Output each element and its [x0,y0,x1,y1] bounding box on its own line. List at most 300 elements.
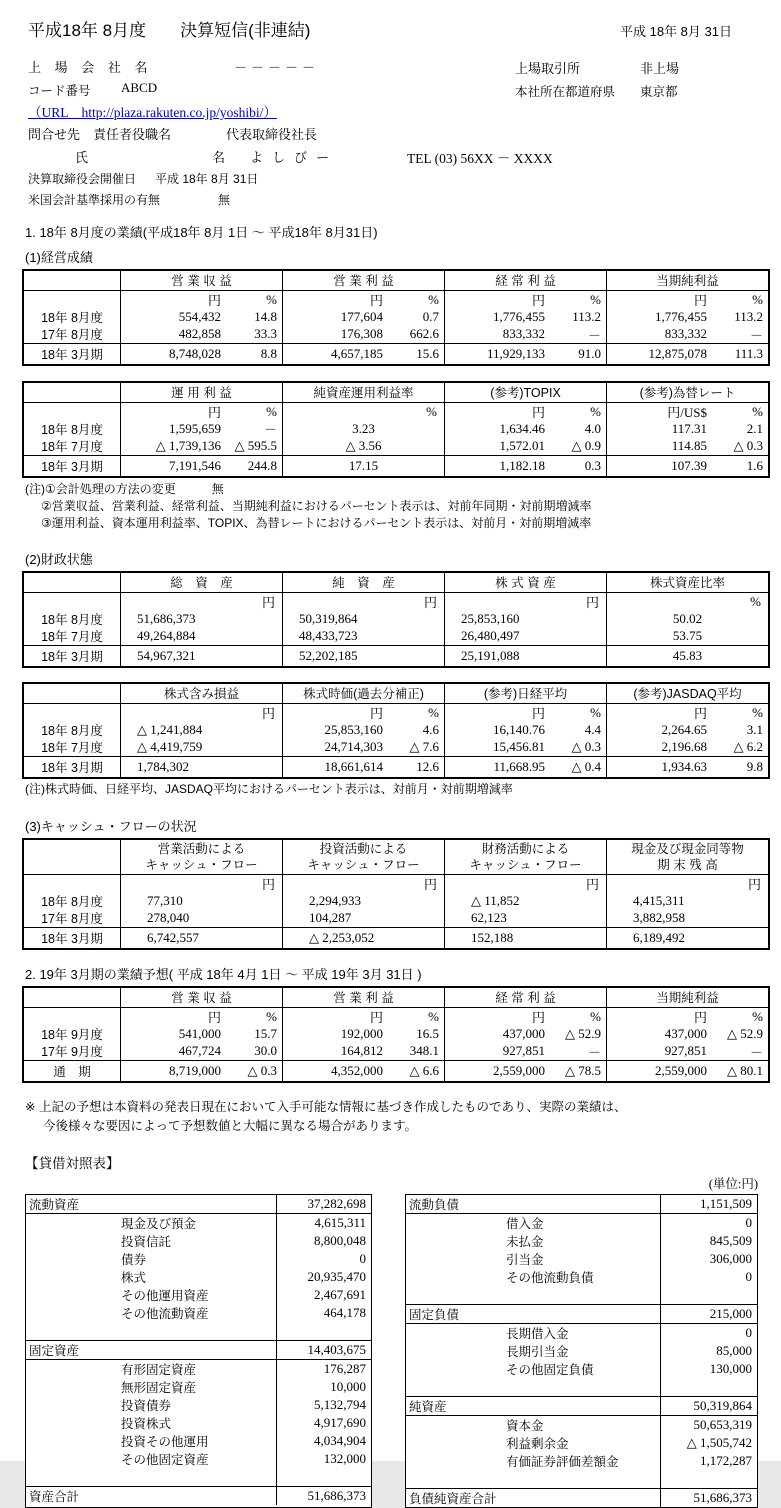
bs-row [406,1342,757,1360]
cell-value: 2,559,000 [655,1063,707,1078]
cell-value: 4,415,311 [633,892,685,908]
column-header [444,684,606,703]
bs-value [660,1470,757,1488]
cell-value: 833,332 [664,326,707,342]
table-row [24,739,768,757]
report-date: 平成 18年 8月 31日 [620,24,732,39]
cell-percent: 113.2 [734,308,763,324]
bs-row [26,1195,371,1214]
unit-cell [606,875,768,892]
corner-cell [24,704,120,721]
unit-cell [120,593,282,610]
cell-value: 152,188 [471,930,514,945]
cell-value: 6,189,492 [633,930,685,945]
table-cell [282,1043,444,1061]
cell-percent: △ 6.6 [409,1063,439,1078]
table-cell [282,438,444,456]
table-cell [444,610,606,628]
column-header [282,271,444,290]
balance-sheet-assets [25,1194,372,1508]
corner-cell [24,593,120,610]
table-cell [120,739,282,757]
unit-cell [120,291,282,308]
row-label: 18年 8月度 [41,310,103,325]
column-header-text: 純資産運用利益率 [313,385,414,400]
cell-percent: △ 78.5 [565,1063,601,1078]
cell-value: 192,000 [340,1025,383,1041]
column-header-text: 期 末 残 高 [657,858,718,872]
unit-cell [444,1008,606,1025]
column-header-text: 株 式 資 産 [495,575,556,590]
table-row [24,420,768,438]
table-header-row [24,383,768,403]
column-header [606,573,768,592]
corner-cell [24,840,120,874]
unit-percent: % [426,403,437,419]
cell-value: 114.85 [671,438,707,454]
table-cell [444,757,606,777]
bs-row [26,1250,371,1268]
table-cell [444,438,606,456]
bs-label: 固定負債 [409,1308,460,1322]
unit-yen: 円 [207,405,221,420]
cell-value: 927,851 [664,1043,707,1059]
table-cell [606,628,768,646]
unit-cell [444,403,606,420]
unit-yen: 円 [693,1010,707,1025]
bs-row [406,1324,757,1342]
column-header-text: 株式含み損益 [163,686,239,701]
cell-value: 3,882,958 [633,910,685,926]
table-cell [606,1043,768,1061]
cell-value: 7,191,546 [169,458,221,473]
cell-percent: 244.8 [247,458,277,473]
table-cell [606,910,768,928]
column-header-text: 経 常 利 益 [495,990,556,1005]
cell-value: 437,000 [664,1025,707,1041]
note-line: (注)株式時価、日経平均、JASDAQ平均におけるパーセント表示は、対前月・対前期増減率 [25,782,513,796]
cell-percent: △ 80.1 [727,1063,763,1078]
unit-cell [444,593,606,610]
cell-value: 62,123 [471,910,507,926]
cell-percent: 14.8 [254,308,277,324]
cell-value: 1,776,455 [655,308,707,324]
table-cell [282,420,444,438]
bs-value: 306,000 [660,1250,757,1268]
bs-label: 投資その他運用 [121,1435,209,1449]
bs-value: 0 [660,1324,757,1342]
column-header [120,271,282,290]
code-number-value: ABCD [121,80,158,95]
cell-percent: 4.4 [584,721,601,737]
cell-value: 49,264,884 [137,628,196,644]
cell-percent: 0.3 [584,458,601,473]
table-cell [606,344,768,364]
cell-percent: － [263,422,277,438]
row-label: 18年 3月期 [41,932,103,946]
cell-value: 4,352,000 [331,1063,383,1078]
unit-percent: % [428,704,439,720]
unit-percent: % [752,1008,763,1024]
table-cell [282,456,444,476]
column-header-text: 現金及び現金同等物 [631,842,744,856]
bs-value: 2,467,691 [276,1286,371,1304]
corner-cell [24,988,120,1007]
table-forecast [22,986,770,1083]
cell-value: 45.83 [672,648,703,663]
table-cell [444,326,606,344]
row-label: 18年 8月度 [41,723,103,738]
table-cell [444,1025,606,1043]
table-cell [444,646,606,666]
unit-cell [606,704,768,721]
cell-value: 1,634.46 [499,420,545,436]
bs-value: 464,178 [276,1304,371,1322]
table-unit-row [24,1008,768,1025]
unit-yen: 円 [747,877,761,892]
balance-sheet [25,1194,781,1508]
cell-value: 12,875,078 [648,346,707,361]
table-cell [606,610,768,628]
cell-value: 2,294,933 [309,892,361,908]
table-unit-row [24,704,768,721]
bs-label: 流動負債 [409,1198,460,1212]
column-header [120,383,282,402]
unit-yen: 円 [261,877,275,892]
cell-value: 50.02 [672,610,703,626]
cell-value: 52,202,185 [299,648,358,663]
table-unit-row [24,403,768,420]
column-header [282,988,444,1007]
bs-label: 無形固定資産 [121,1381,197,1395]
bs-value: 0 [276,1250,371,1268]
bs-label: 有価証券評価差額金 [506,1455,619,1469]
contact-role-label: 責任者役職名 [93,127,172,142]
contact-role-value: 代表取締役社長 [226,127,318,142]
bs-value: 5,132,794 [276,1396,371,1414]
board-meeting-label: 決算取締役会開催日 [28,172,137,186]
cell-percent: 3.1 [746,721,763,737]
table-cell [120,420,282,438]
table-row [24,438,768,456]
column-header-text: (参考)日経平均 [483,686,568,701]
bs-label: その他固定負債 [506,1363,594,1377]
bs-value [660,1378,757,1396]
cell-percent: － [749,1044,763,1060]
bs-row [406,1396,757,1416]
bs-row [26,1486,371,1505]
cell-value: 6,742,557 [147,930,199,945]
column-header-text: キャッシュ・フロー [307,858,420,872]
table-row [24,910,768,928]
cell-value: 18,661,614 [324,759,383,774]
company-url-link[interactable]: （URL http://plaza.rakuten.co.jp/yoshibi/） [28,105,277,120]
row-label: 18年 8月度 [41,422,103,437]
column-header-text: 営 業 利 益 [333,990,394,1005]
row-label: 17年 8月度 [41,912,103,927]
table-stock-valuation [22,682,770,779]
bs-value: 4,615,311 [276,1214,371,1232]
unit-yen: 円 [207,1010,221,1025]
bs-row [406,1304,757,1324]
subsection-cash-flow: (3)キャッシュ・フローの状況 [25,819,197,834]
column-header [606,271,768,290]
bs-row [406,1286,757,1304]
unit-yen: 円 [423,877,437,892]
table-unit-row [24,291,768,308]
bs-label: その他固定資産 [121,1453,209,1467]
table-row [24,326,768,344]
unit-yen: 円 [693,706,707,721]
table-cell [444,721,606,739]
unit-percent: % [590,403,601,419]
cell-percent: △ 0.3 [571,739,601,755]
column-header [606,988,768,1007]
corner-cell [24,1008,120,1025]
cell-value: 3.23 [352,420,375,436]
table-cell [444,739,606,757]
cell-value: 11,929,133 [486,346,545,361]
table-cell [120,610,282,628]
usgaap-label: 米国会計基準採用の有無 [28,193,161,207]
cell-percent: △ 0.3 [247,1063,277,1078]
bs-label: 負債純資産合計 [409,1492,497,1506]
bs-value: △ 1,505,742 [660,1434,757,1452]
bs-row [26,1322,371,1340]
cell-percent: △ 0.3 [733,438,763,454]
row-label: 18年 8月度 [41,612,103,627]
column-header-text: キャッシュ・フロー [469,858,582,872]
table-cell [120,1025,282,1043]
corner-cell [24,403,120,420]
table-cell [282,757,444,777]
unit-yen: 円 [261,706,275,721]
cell-percent: △ 7.6 [409,739,439,755]
table-cell [444,456,606,476]
corner-cell [24,684,120,703]
table-header-row [24,988,768,1008]
cell-value: 1,572.01 [499,438,545,454]
cell-percent: △ 0.9 [571,438,601,454]
column-header [282,383,444,402]
table-cell [282,1061,444,1081]
unit-cell [120,403,282,420]
corner-cell [24,271,120,290]
column-header-text: 営 業 収 益 [171,990,232,1005]
column-header [282,840,444,874]
table-cell [282,910,444,928]
bs-row [406,1416,757,1434]
table-cell [120,910,282,928]
note-line: (注)①会計処理の方法の変更 無 [25,482,224,496]
bs-label: 長期借入金 [506,1327,569,1341]
unit-cell [444,291,606,308]
bs-value: 132,000 [276,1450,371,1468]
bs-row [406,1214,757,1232]
column-header-text: 当期純利益 [656,990,719,1005]
unit-cell [120,704,282,721]
cell-value: 2,559,000 [493,1063,545,1078]
cell-value: 16,140.76 [493,721,545,737]
bs-value: 8,800,048 [276,1232,371,1250]
bs-value: 215,000 [660,1305,757,1323]
cell-percent: △ 6.2 [733,739,763,755]
cell-value: 51,686,373 [137,610,196,626]
cell-percent: △ 595.5 [234,438,277,454]
forecast-disclaimer [0,1098,781,1136]
unit-cell [444,875,606,892]
listed-company-value: －－－－－ [234,60,320,75]
unit-percent: % [428,291,439,307]
table-cell [606,1061,768,1081]
unit-percent: % [750,593,761,609]
bs-row [26,1396,371,1414]
table-header-row [24,840,768,875]
cell-value: 4,657,185 [331,346,383,361]
cell-percent: 0.7 [422,308,439,324]
column-header-text: (参考)為替レート [639,385,736,400]
column-header-text: (参考)JASDAQ平均 [633,686,742,701]
cell-value: 25,853,160 [461,610,520,626]
bs-value: 0 [660,1268,757,1286]
cell-value: 11,668.95 [493,759,545,774]
bs-row [26,1378,371,1396]
row-label: 18年 9月度 [41,1027,103,1042]
cell-percent: 4.0 [584,420,601,436]
corner-cell [24,875,120,892]
bs-label: 借入金 [506,1217,544,1231]
cell-percent: 4.6 [422,721,439,737]
table-cell [282,721,444,739]
usgaap-value: 無 [218,193,231,207]
column-header [120,988,282,1007]
column-header [120,684,282,703]
bs-value: 14,403,675 [276,1341,371,1359]
column-header [444,573,606,592]
bs-label: 投資債券 [121,1399,172,1413]
table-financial-position [22,571,770,668]
cell-percent: 9.8 [746,759,763,774]
unit-percent: % [266,1008,277,1024]
code-number-label: コード番号 [28,84,91,98]
table-cell [120,326,282,344]
unit-percent: % [752,403,763,419]
table-cell [444,910,606,928]
column-header-text: キャッシュ・フロー [145,858,258,872]
unit-cell [282,704,444,721]
balance-sheet-title: 【貸借対照表】 [25,1156,120,1171]
unit-cell [282,1008,444,1025]
unit-yen: 円/US$ [667,405,707,420]
cell-value: 15,456.81 [493,739,545,755]
cell-value: 541,000 [178,1025,221,1041]
unit-percent: % [590,1008,601,1024]
name-label-mei: 名 [212,150,226,165]
bs-row [406,1452,757,1470]
cell-value: 437,000 [502,1025,545,1041]
bs-value [660,1286,757,1304]
column-header [120,573,282,592]
bs-label: 資本金 [506,1419,544,1433]
unit-cell [606,1008,768,1025]
bs-value: 50,653,319 [660,1416,757,1434]
exchange-value: 非上場 [640,61,680,76]
table-cell [606,757,768,777]
unit-cell [282,593,444,610]
row-label: 18年 7月度 [41,440,103,455]
disclaimer-line: 今後様々な要因によって予想数値と大幅に異なる場合があります。 [43,1119,418,1133]
unit-cell [120,1008,282,1025]
row-label: 18年 3月期 [41,761,103,775]
bs-value: 4,034,904 [276,1432,371,1450]
cell-percent: 12.6 [416,759,439,774]
unit-cell [120,875,282,892]
row-label: 17年 8月度 [41,328,103,343]
cell-value: 53.75 [672,628,703,644]
bs-row [26,1360,371,1378]
table-cell [282,610,444,628]
table-cell [120,757,282,777]
table-cell [120,1061,282,1081]
table-cell [282,1025,444,1043]
hq-prefecture-value: 東京都 [640,85,678,99]
subsection-operating-results: (1)経営成績 [25,250,93,265]
unit-yen: 円 [369,706,383,721]
column-header-text: 当期純利益 [656,273,719,288]
cell-value: △ 1,739,136 [155,438,221,454]
cell-percent: △ 0.4 [571,759,601,774]
unit-yen: 円 [531,706,545,721]
bs-row [26,1304,371,1322]
bs-value: 1,151,509 [660,1195,757,1213]
table-cell [282,892,444,910]
unit-yen: 円 [531,405,545,420]
table-cell [606,1025,768,1043]
cell-percent: 348.1 [409,1043,439,1059]
bs-value: 20,935,470 [276,1268,371,1286]
report-header [0,0,781,212]
bs-value: 51,686,373 [660,1489,757,1507]
cell-value: 50,319,864 [299,610,358,626]
hq-prefecture-label: 本社所在都道府県 [515,85,616,99]
cell-value: 1,595,659 [169,420,221,436]
bs-value [276,1322,371,1340]
cell-percent: 16.5 [416,1025,439,1041]
unit-cell [606,291,768,308]
bs-row [406,1250,757,1268]
bs-row [406,1232,757,1250]
table-cell [606,721,768,739]
cell-value: 26,480,497 [461,628,520,644]
cell-value: 17.15 [348,458,379,473]
table-cell [444,308,606,326]
bs-row [406,1268,757,1286]
table-operating-results [22,269,770,366]
cell-value: 25,191,088 [461,648,520,663]
unit-percent: % [266,403,277,419]
cell-percent: 30.0 [254,1043,277,1059]
bs-row [26,1214,371,1232]
table-cell [120,628,282,646]
section1-title: 1. 18年 8月度の業績(平成18年 8月 1日 ～ 平成18年 8月31日) [25,225,378,240]
unit-yen: 円 [369,293,383,308]
contact-label: 問合せ先 [28,127,81,142]
unit-yen: 円 [423,595,437,610]
row-label: 18年 7月度 [41,630,103,645]
bs-value: 37,282,698 [276,1195,371,1213]
bs-row [26,1232,371,1250]
unit-percent: % [266,291,277,307]
